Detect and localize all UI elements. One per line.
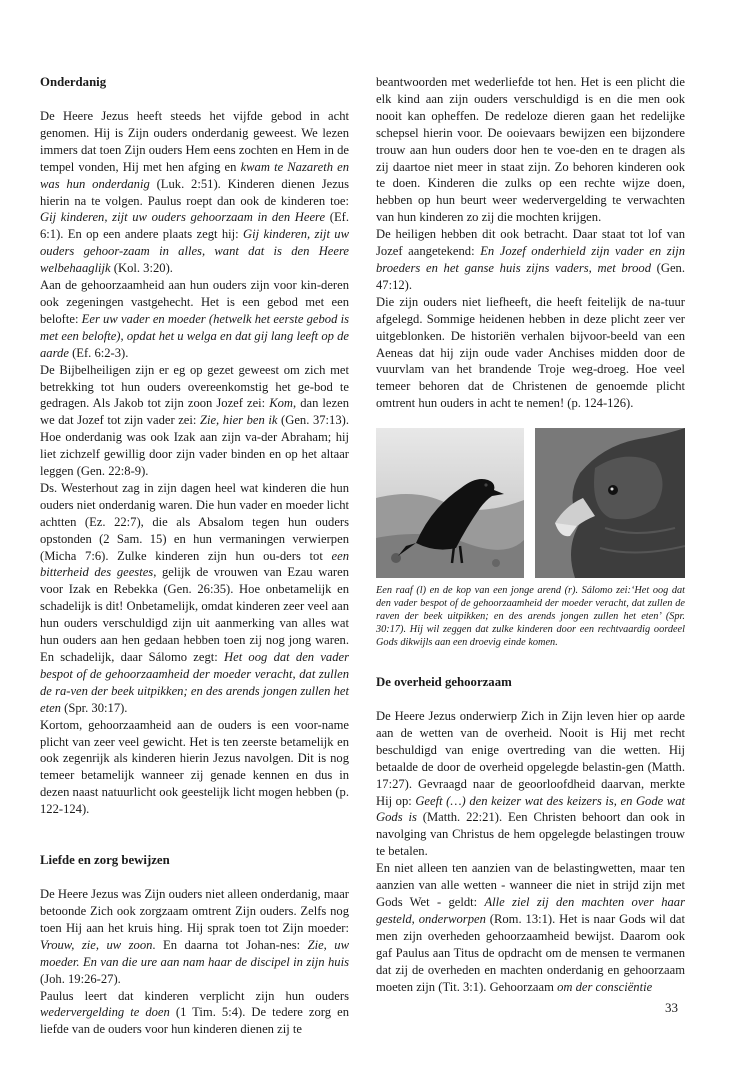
right-column-lower	[376, 674, 685, 995]
paragraph: Die zijn ouders niet liefheeft, die heeft feitelijk de na-tuur afgelegd. Sommige heidenen hebben in deze plicht zeer ver uitgeblonken. De historiën verhalen bijvoor-beeld van een Aeneas dat hij zijn oude vader Anchises midden door de vuurvlam van het brandende Troje weg-droeg. Hoe veel temeer behoren dat de Christenen de genoemde plicht omtrent hun ouders in acht te nemen! (p. 124-126).	[376, 294, 685, 411]
left-column	[40, 74, 349, 1038]
photo-caption: Een raaf (l) en de kop van een jonge arend (r). Sálomo zei:‘Het oog dat den vader bespot of de gehoorzaamheid der moeder veracht, dat zullen de raven der beek uitpikken; en des arends jongen zullen het eten’ (Spr. 30:17). Hij wil zeggen dat zulke kinderen door een rechtvaardig oordeel Gods dikwijls aan een droevig einde komen.	[376, 585, 685, 648]
raven-photo	[376, 428, 524, 578]
paragraph: Paulus leert dat kinderen verplicht zijn hun ouders wedervergelding te doen (1 Tim. 5:4). De tedere zorg en liefde van de ouders voor hun kinderen dienen zij te	[40, 988, 349, 1037]
paragraph: Aan de gehoorzaamheid aan hun ouders zijn voor kin-deren ook zegeningen vastgehecht. Het is een gebod met een belofte: Eer uw vader en moeder (hetwelk het eerste gebod is met een belofte), opdat het u welga en dat gij lang leeft op de aarde (Ef. 6:2-3).	[40, 278, 349, 360]
page-number: 33	[665, 1000, 678, 1015]
heading-liefde-en-zorg: Liefde en zorg bewijzen	[40, 853, 170, 868]
paragraph: Kortom, gehoorzaamheid aan de ouders is een voor-name plicht van zeer veel gewicht. Het is ten zeerste betamelijk en ook zegenrijk als kinderen hierin Jezus navolgen. Dit is nog temeer betamelijk wanneer zij genade kennen en dus in dezen naast natuurlicht ook geestelijk licht mogen hebben (p. 122-124).	[40, 717, 349, 817]
paragraph: beantwoorden met wederliefde tot hen. Het is een plicht die elk kind aan zijn ouders verschuldigd is en die men ook nooit kan opheffen. De redeloze dieren gaan het redelijke schepsel hierin voor. De ooievaars bewijzen een bijzondere trouw aan hun ouders door hen te voe-den en te dragen als zij daartoe niet meer in staat zijn. Zo behoren kinderen ook te doen. Kinderen die zulks op een rechte wijze doen, hebben op hun beurt weer wedervergelding te verwachten van hun kinderen zo zij die mochten krijgen.	[376, 75, 685, 225]
paragraph: De Heere Jezus onderwierp Zich in Zijn leven hier op aarde aan de wetten van de overheid. Nooit is Hij met recht beschuldigd van enige overtreding van die wetten. Hij betaalde de door de overheid opgelegde belastin-gen (Matth. 17:27). Gevraagd naar de geoorloofdheid daarvan, merkte Hij op: Geeft (…) den keizer wat des keizers is, en Gode wat Gods is (Matth. 22:21). Een Christen behoort dan ook in navolging van Christus de hem opgelegde belastingen trouw te betalen.	[376, 709, 685, 859]
paragraph: De Bijbelheiligen zijn er eg op gezet geweest om zich met betrekking tot hun ouders overeenkomstig het ge-bod te gedragen. Als Jakob tot zijn zoon Jozef zei: Kom, dan lezen we dat Jozef tot zijn vader zei: Zie, hier ben ik (Gen. 37:13). Hoe onderdanig was ook Izak aan zijn va-der Abraham; hij liet zichzelf gewillig door zijn vader binden en op het altaar leggen (Gen. 22:8-9).	[40, 362, 349, 479]
paragraph: De Heere Jezus heeft steeds het vijfde gebod in acht genomen. Hij is Zijn ouders onderdanig geweest. We lezen immers dat toen Zijn ouders Hem eens zochten en Hem in de tempel vonden, Hij met hen afging en kwam te Nazareth en was hun onderdanig (Luk. 2:51). Kinderen dienen Jezus hierin na te volgen. Paulus roept dan ook de kinderen toe: Gij kinderen, zijt uw ouders gehoorzaam in den Heere (Ef. 6:1). En op een andere plaats zegt hij: Gij kinderen, zijt uw ouders gehoor-zaam in alles, want dat is den Heere welbehaaglijk (Kol. 3:20).	[40, 109, 349, 276]
heading-overheid: De overheid gehoorzaam	[376, 675, 512, 689]
paragraph: En niet alleen ten aanzien van de belastingwetten, maar ten aanzien van alle wetten - wanneer die niet in strijd zijn met Gods Wet - geldt: Alle ziel zij den machten over haar gesteld, onderworpen (Rom. 13:1). Het is naar Gods wil dat men zijn overheden gehoorzaamheid bewijst. Daarom ook gaf Paulus aan Titus de opdracht om de mensen te vermanen dat zij de overheden en machten onderdanig en gehoorzaam moeten zijn (Tit. 3:1). Gehoorzaam om der consciëntie	[376, 861, 686, 994]
paragraph: Ds. Westerhout zag in zijn dagen heel wat kinderen die hun ouders niet onderdanig waren. Die hun vader en moeder licht achtten (Ez. 22:7), die als Absalom tegen hun ouders opstonden (2 Sam. 15) en hun vermaningen verwierpen (Micha 7:6). Zulke kinderen zijn hun ou-ders tot een bitterheid des geestes, gelijk de vrouwen van Ezau waren voor Izak en Rebekka (Gen. 26:35). Hoe onbetamelijk en schadelijk is dit! Onbetamelijk, omdat kinderen zeer veel aan hun ouders verschuldigd zijn uit aanmerking van alles wat hun ouders aan hen gedaan hebben toen zij nog jong waren. En schadelijk, daar Sálomo zegt: Het oog dat den vader bespot of de gehoorzaamheid der moeder veracht, dat zullen de ra-ven der beek uitpikken; en des arends jongen zullen het eten (Spr. 30:17).	[40, 480, 349, 715]
heading-onderdanig: Onderdanig	[40, 75, 107, 89]
photo-strip	[376, 428, 685, 578]
paragraph: De heiligen hebben dit ook betracht. Daar staat tot lof van Jozef aangetekend: En Jozef onderhield zijn vader en zijn broeders en het ganse huis zijns vaders, met brood (Gen. 47:12).	[376, 227, 685, 292]
eagle-photo	[535, 428, 685, 578]
paragraph: De Heere Jezus was Zijn ouders niet alleen onderdanig, maar betoonde Zich ook zorgzaam omtrent Zijn ouders. Zelfs nog toen Hij aan het kruis hing. Hij sprak toen tot Zijn moeder: Vrouw, zie, uw zoon. En daarna tot Johan-nes: Zie, uw moeder. En van die ure aan nam haar de discipel in zijn huis (Joh. 19:26-27).	[40, 887, 349, 986]
right-column	[376, 74, 685, 412]
